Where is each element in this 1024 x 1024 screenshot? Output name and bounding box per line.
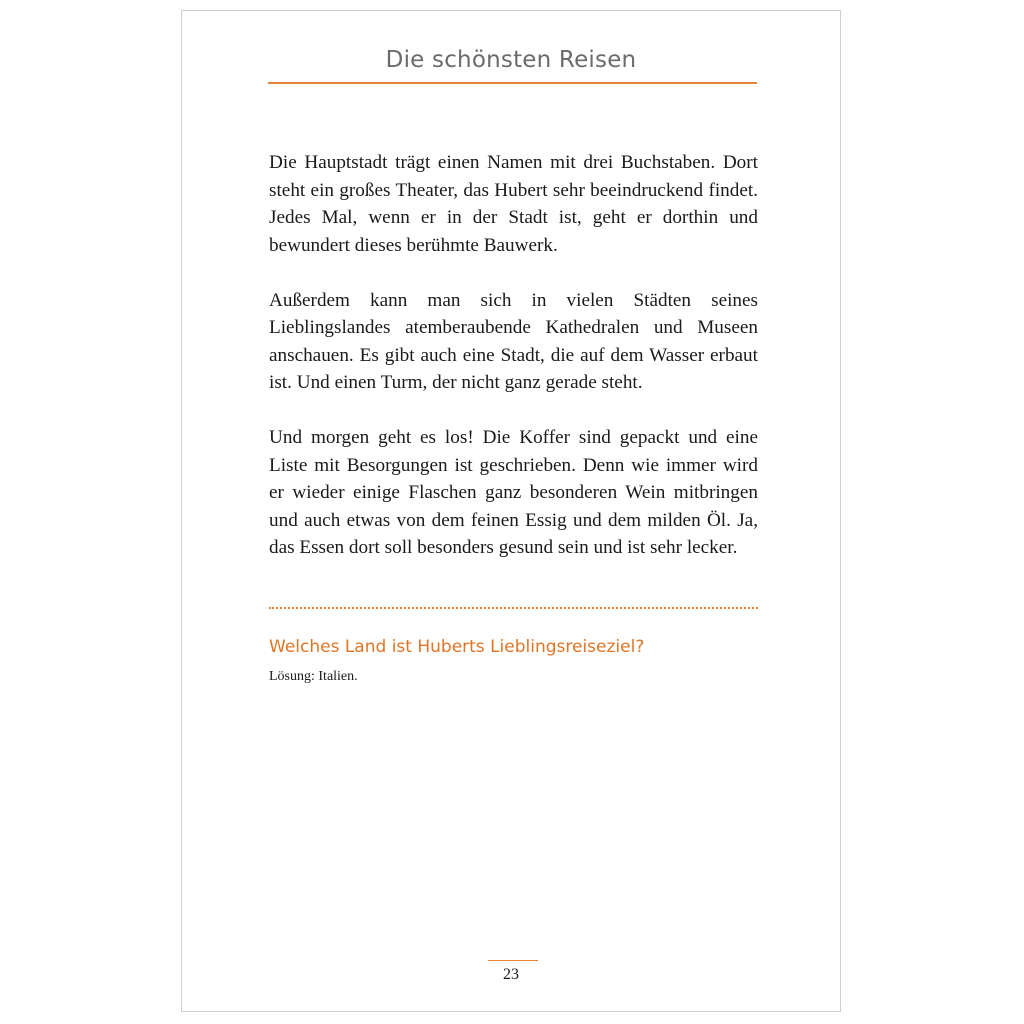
paragraph-3: Und morgen geht es los! Die Koffer sind gepackt und eine Liste mit Besorgungen ist geschrieben. Denn wie immer wird er wieder einige Flaschen ganz besonderen Wein mitbringen und auch etwas von dem feinen Essig und dem milden Öl. Ja, das Essen dort soll besonders gesund sein und ist sehr lecker. xyxy=(269,427,758,558)
book-page xyxy=(181,10,841,1012)
quiz-question: Welches Land ist Huberts Lieblingsreiseziel? xyxy=(269,637,645,657)
paragraph-1: Die Hauptstadt trägt einen Namen mit drei Buchstaben. Dort steht ein großes Theater, das Hubert sehr beeindruckend findet. Jedes Mal, wenn er in der Stadt ist, geht er dorthin und bewundert dieses berühmte Bauwerk. xyxy=(269,152,758,256)
running-header-title: Die schönsten Reisen xyxy=(385,47,637,73)
body-text xyxy=(269,149,758,589)
page-number-rule xyxy=(488,960,538,961)
quiz-answer: Lösung: Italien. xyxy=(269,669,358,684)
paragraph-2: Außerdem kann man sich in vielen Städten seines Lieblingslandes atemberaubende Kathedralen und Museen anschauen. Es gibt auch eine Stadt, die auf dem Wasser erbaut ist. Und einen Turm, der nicht ganz gerade steht. xyxy=(269,289,758,393)
dotted-divider xyxy=(269,607,758,609)
header-rule xyxy=(268,82,757,84)
page-number: 23 xyxy=(503,966,519,983)
